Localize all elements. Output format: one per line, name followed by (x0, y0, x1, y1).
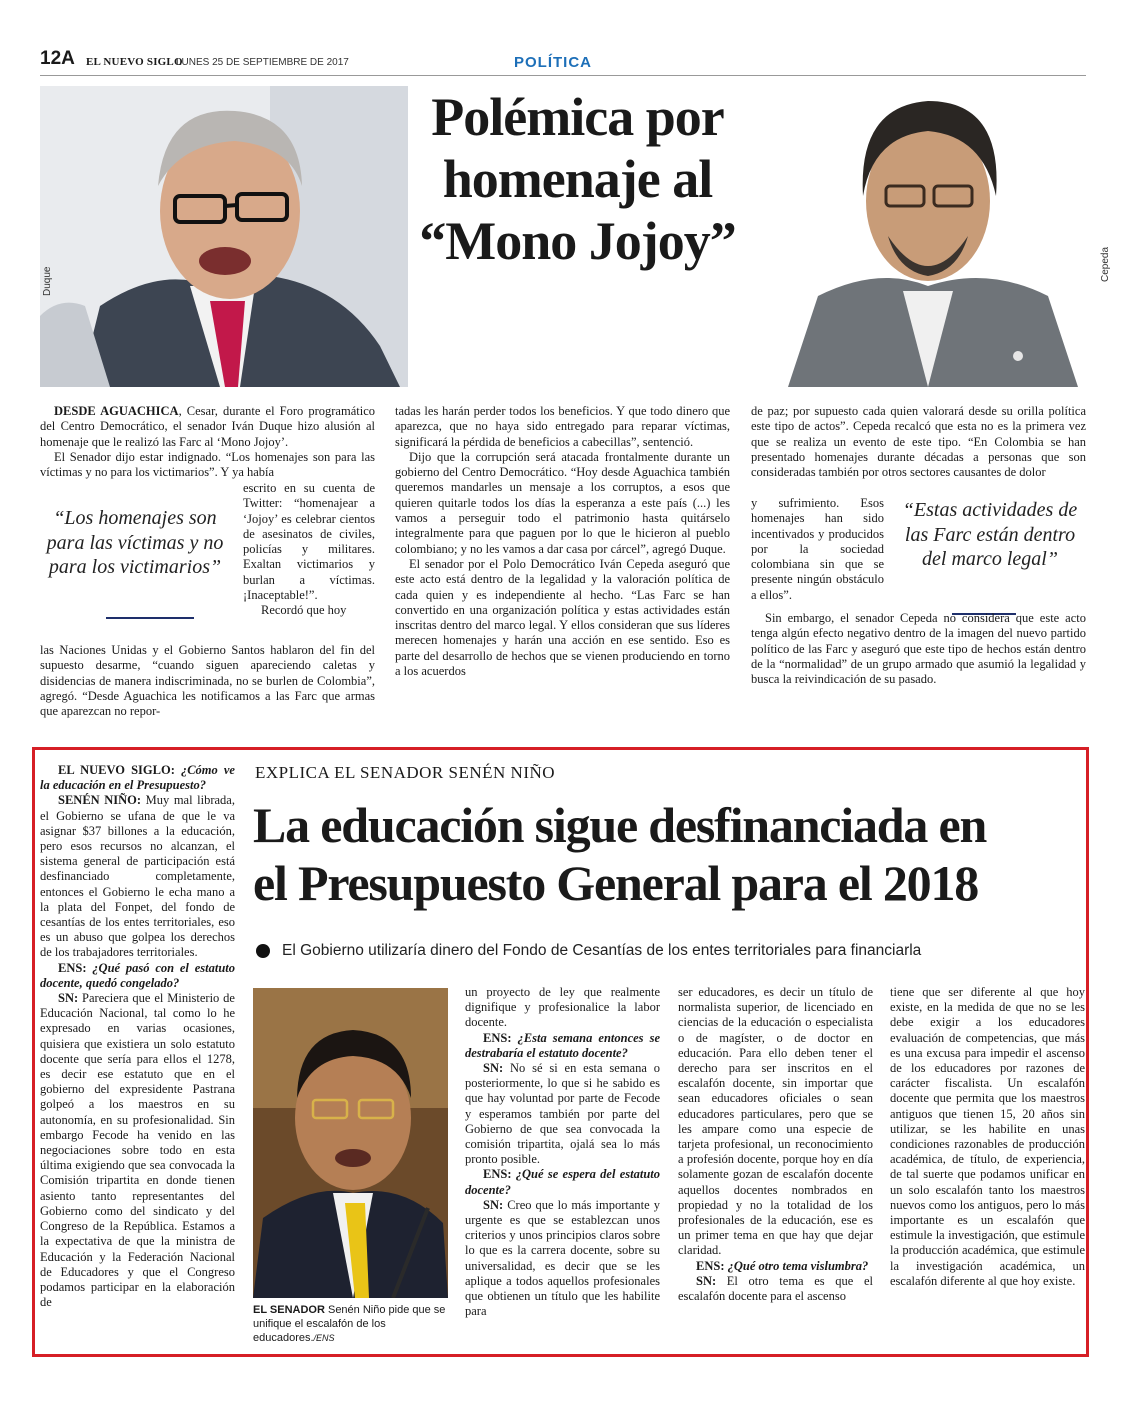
story1-col1-narrow2: Recordó que hoy (261, 603, 347, 618)
c4-p1: tiene que ser diferente al que hoy existe, en la medida de que no se les debe exigir a los educadores evaluación de competencias, que más es una excusa para impedir el ascenso de los educadores por razones de carácter fiscalista. Un escalafón docente que permita que los maestros antiguos que tienen 15, 20 años sin utilizar, se les habilite en unas condiciones razonables de producción académica, de título, de experiencia, de tal suerte que podamos unificar en un solo escalafón tanto los maestros nuevos como los antiguos, pero lo más importante es un escalafón que estimule la investigación, que estimule la producción académica, que estimule la investigación académica, un escalafón diferente al que hoy existe. (890, 985, 1085, 1288)
story2-column-1 (40, 763, 235, 1310)
question-3: ¿Esta semana entonces se destrabaría el estatuto docente? (465, 1030, 660, 1060)
page-number: 12A (40, 48, 75, 69)
story1-col1-narrow: escrito en su cuenta de Twitter: “homenajear a ‘Jojoy’ es celebrar cientos de asesinatos de civiles, policías y militares. Exaltan victimarios y burlan a víctimas. ¡Inaceptable!”. (243, 481, 375, 603)
story1-col1-p3: las Naciones Unidas y el Gobierno Santos hablaron del fin del supuesto desarme, “cuando siguen apareciendo caletas y disidencias de manera indiscriminada, no se burlen de Colombia”, agregó. “Desde Aguachica les notificamos a las Farc que armas que aparezcan no repor- (40, 643, 375, 719)
q-speaker: EL NUEVO SIGLO: (58, 763, 181, 777)
story1-col2-p1: tadas les harán perder todos los beneficios. Y que todo dinero que aparezca, que no haya sido entregado para reparar víctimas, significará la pérdida de beneficios a cabecillas”, sentenció. (395, 404, 730, 449)
answer-3: No sé si en esta semana o posteriormente, lo que si he sabido es que hay voluntad por parte de Fecode y esperamos también por parte del Gobierno de que sea convocada la comisión tripartita, ojalá sea lo más pronto posible. (465, 1061, 660, 1167)
photo-credit: /ENS (313, 1333, 335, 1343)
c2-p1: un proyecto de ley que realmente dignifique y profesionalice la labor docente. (465, 985, 660, 1030)
story1-column-3-narrow (751, 496, 884, 603)
story1-col2-p3: El senador por el Polo Democrático Iván Cepeda aseguró que este acto está dentro de la legalidad y la valoración política de cada quien y es independiente al hecho. “Las Farc se han convertido en una organización política y estas actividades están inscritas dentro del marco legal. Y ellos consideran que sus líderes merecen homenajes y harán una acción en ese sentido. Eso es parte del desarrollo de hechos que se vienen produciendo en torno a los acuerdos (395, 556, 730, 679)
story1-column-3-bottom (751, 611, 1086, 687)
a-speaker: SENÉN NIÑO: (58, 793, 146, 808)
story2-subhead-text: El Gobierno utilizaría dinero del Fondo de Cesantías de los entes territoriales para financiarla (282, 942, 922, 959)
photo-duque (40, 86, 408, 387)
publication-name: EL NUEVO SIGLO (86, 56, 183, 68)
pull-quote-right: “Estas actividades de las Farc están dentro del marco legal” (902, 499, 1078, 570)
story2-column-4 (890, 985, 1085, 1289)
story1-col3-narrow: y sufrimiento. Esos homenajes han sido incentivados y producidos por la sociedad colombiana sin que se presente ningún obstáculo a ellos”. (751, 496, 884, 602)
answer-1: Muy mal librada, el Gobierno se ufana de que le va asignar $37 billones a la educación, pero esos recursos no alcanzan, el sistema general de participación está desfinanciado completamente, entonces el Gobierno le echa mano a la plata del Fonpet, del fondo de cesantías de los entes territoriales, eso es un abuso que golpea los derechos de los trabajadores territoriales. (40, 793, 235, 960)
story2-headline (253, 796, 1088, 912)
story2-column-2 (465, 985, 660, 1319)
story1-col3-narrow2: Sin embargo, el senador Cepeda no considera que este acto tenga algún efecto negativo dentro de la imagen del nuevo partido político de las Farc y aseguró que este tipo de hechos están dentro de la “normalidad” de un grupo armado que asumió la legalidad y busca la reivindicación de su pasado. (751, 611, 1086, 687)
dateline: DESDE AGUACHICA (54, 404, 179, 418)
a-speaker: SN: (58, 991, 83, 1006)
pull-quote-left: “Los homenajes son para las víctimas y no para los victimarios” (46, 507, 224, 578)
question-5: ¿Qué otro tema vislumbra? (727, 1258, 869, 1273)
q-speaker: ENS: (483, 1030, 518, 1045)
caption-text: Senén Niño pide que se unifique el escalafón de los educadores. (253, 1304, 446, 1344)
story1-col1-p1: , Cesar, durante el Foro programático del Centro Democrático, el senador Iván Duque hizo alusión al homenaje que le realizó las Farc al ‘Mono Jojoy’. (40, 404, 375, 449)
story1-headline-line1: Polémica por (431, 87, 724, 147)
photo-caption-cepeda: Cepeda (1100, 246, 1111, 282)
a-speaker: SN: (696, 1273, 727, 1288)
answer-4: Creo que lo más importante y urgente es que se establezcan unos criterios y unos principios claros sobre lo que es la carrera docente, sobre su universalidad, es decir que se les aplique a todos aquellos profesionales que obtienen un título que les habilite para (465, 1197, 660, 1319)
issue-date: LUNES 25 DE SEPTIEMBRE DE 2017 (176, 57, 349, 68)
answer-2: Pareciera que el Ministerio de Educación Nacional, tal como lo he expresado en varias ocasiones, quisiera que existiera un solo estatuto docente que sería para ellos el 1278, es decir ese estatuto que en el gobierno del expresidente Pastrana golpeó a los maestros en su autonomía, en su profesionalidad. Sin embargo Fecode ha venido en las negociaciones sobre todo en esta última exigiendo que sea convocada la Comisión tripartita en donde tienen asiento tanto representantes del Gobierno como del sindicato y del Congreso de la República. Estamos a la expectativa de que la ministra de Educación y la Federación Nacional de Educadores y que el Congreso podamos participar en la elaboración de (40, 991, 235, 1310)
a-speaker: SN: (483, 1197, 508, 1212)
story1-headline-line2: homenaje al (442, 149, 713, 209)
header-divider (40, 75, 1086, 76)
question-2: ¿Qué pasó con el estatuto docente, quedó congelado? (40, 960, 235, 990)
a-speaker: SN: (483, 1061, 510, 1076)
story1-column-1-bottom (40, 643, 375, 719)
story1-column-3 (751, 404, 1086, 480)
pull-quote-left-rule (106, 617, 194, 619)
story1-column-1-narrow (243, 481, 375, 619)
story1-headline-line3: “Mono Jojoy” (419, 211, 736, 271)
story1-column-2 (395, 404, 730, 679)
q-speaker: ENS: (483, 1167, 516, 1182)
question-1: ¿Cómo ve la educación en el Presupuesto? (40, 763, 235, 793)
question-4: ¿Qué se espera del estatuto docente? (465, 1167, 661, 1197)
story2-subhead (282, 942, 921, 960)
story2-column-3 (678, 985, 873, 1304)
c3-p1: ser educadores, es decir un título de normalista superior, de licenciado en ciencias de la educación o especialista o de magíster, o de doctor en educación. Para ello deben tener el derecho para ser inscritos en el escalafón docente, sin importar que sean educadores oficiales o sean educadores particulares, pero que se les ampare como una especie de tarjeta profesional, un reconocimiento a profesión docente, porque hoy en día solamente gozan de escalafón docente aquellos docentes nombrados en propiedad y no la totalidad de los profesionales de la educación, ese es un primer tema en que hay que dejar claridad. (678, 985, 873, 1258)
q-speaker: ENS: (696, 1258, 728, 1273)
story1-col3-p1: de paz; por supuesto cada quien valorará desde su orilla política este tipo de actos”. Cepeda recalcó que esta no es la primera vez que se realiza un evento de este tipo. “En Colombia se han presentado homenajes durante décadas a personas que son consideradas también por otros sectores causantes de dolor (751, 404, 1086, 480)
photo-caption-senen (253, 1303, 448, 1345)
q-speaker: ENS: (58, 960, 93, 975)
story1-col1-p2: El Senador dijo estar indignado. “Los homenajes son para las víctimas y no para los victimarios”. Y ya había (40, 449, 375, 480)
story2-headline-line2: el Presupuesto General para el 2018 (253, 855, 979, 911)
story1-col2-p2: Dijo que la corrupción será atacada frontalmente durante un gobierno del Centro Democrático. “Hoy desde Aguachica también queremos mandarles un mensaje a los corruptos, a esos que quieren quitarle todos los días la esperanza a este país (...) les vamos a perseguir todo el patrimonio hasta quitárselo integralmente para que paguen por lo que le hicieron al pueblo colombiano; y no les vamos a dar casa por cárcel”, agregó Duque. (395, 449, 730, 556)
caption-lead: EL SENADOR (253, 1304, 325, 1316)
answer-5: El otro tema es que el escalafón docente para el ascenso (678, 1273, 873, 1304)
story2-kicker: EXPLICA EL SENADOR SENÉN NIÑO (255, 763, 556, 782)
story1-column-1 (40, 404, 375, 480)
story1-headline (405, 86, 750, 272)
subhead-bullet-icon (256, 944, 270, 958)
photo-cepeda (768, 86, 1086, 387)
photo-caption-duque: Duque (42, 266, 53, 296)
photo-senen-nino (253, 988, 448, 1298)
story2-headline-line1: La educación sigue desfinanciada en (253, 797, 987, 853)
section-label: POLÍTICA (514, 54, 592, 71)
